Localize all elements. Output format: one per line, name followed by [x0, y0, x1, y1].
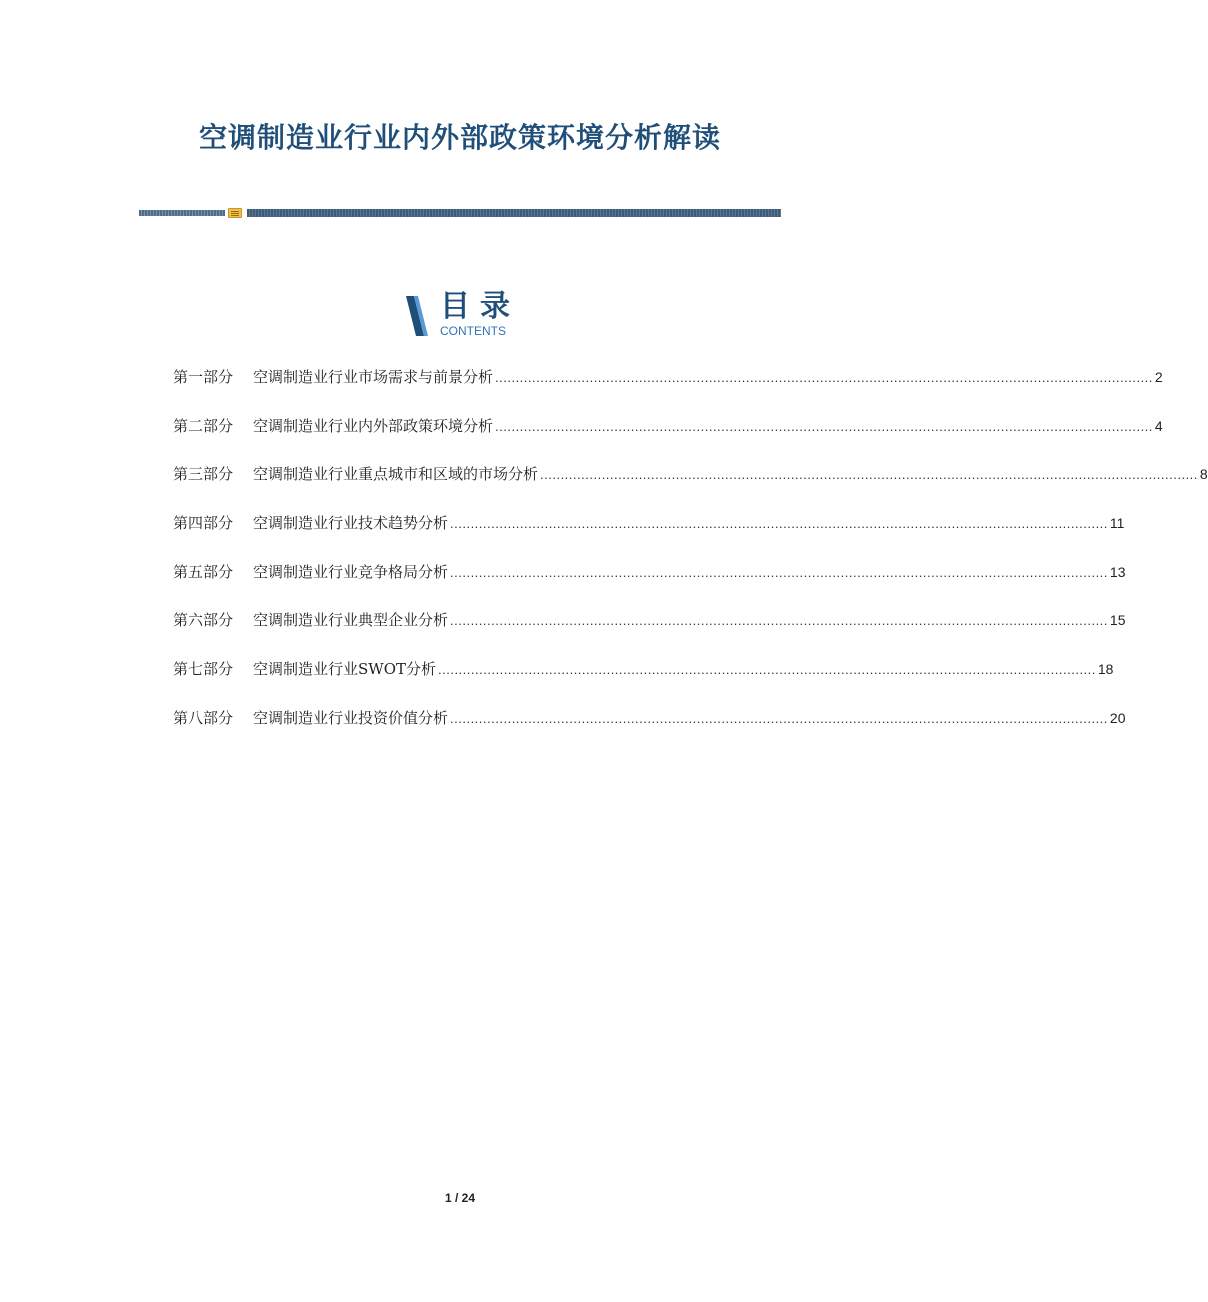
toc-entry-page: 4 — [1154, 417, 1163, 434]
toc-entry-page: 18 — [1097, 661, 1114, 678]
toc-entry-part: 第四部分 — [173, 514, 234, 533]
toc-list — [173, 366, 1208, 756]
toc-entry[interactable] — [173, 561, 1126, 610]
toc-entry-page: 15 — [1109, 612, 1126, 629]
envelope-icon — [228, 208, 242, 218]
toc-entry-title: 空调制造业行业SWOT分析 — [253, 660, 436, 679]
toc-subtitle: CONTENTS — [440, 324, 506, 338]
document-title: 空调制造业行业内外部政策环境分析解读 — [198, 121, 721, 154]
toc-ribbon-icon — [404, 296, 430, 336]
toc-entry-page: 20 — [1109, 709, 1126, 726]
toc-entry-part: 第八部分 — [173, 708, 234, 727]
toc-leader-dots: ................................................................................................................................................................ — [450, 516, 1108, 532]
toc-entry[interactable] — [173, 609, 1126, 658]
toc-heading — [404, 290, 524, 340]
toc-entry[interactable] — [173, 707, 1126, 756]
toc-entry-part: 第三部分 — [173, 465, 234, 484]
toc-entry-title: 空调制造业行业内外部政策环境分析 — [253, 416, 494, 435]
toc-entry-part: 第一部分 — [173, 368, 234, 386]
title-divider — [139, 208, 781, 218]
toc-entry-page: 11 — [1109, 515, 1125, 532]
toc-entry[interactable] — [173, 658, 1114, 707]
toc-entry-part: 第五部分 — [173, 562, 234, 581]
toc-entry-part: 第六部分 — [173, 611, 234, 630]
toc-entry-title: 空调制造业行业市场需求与前景分析 — [253, 368, 494, 386]
toc-entry[interactable] — [173, 512, 1125, 561]
toc-entry-page: 13 — [1109, 563, 1126, 580]
toc-leader-dots: ................................................................................................................................................................ — [450, 710, 1108, 726]
toc-entry[interactable] — [173, 463, 1208, 512]
page-number: 1 / 24 — [444, 1191, 476, 1205]
toc-entry-title: 空调制造业行业技术趋势分析 — [253, 514, 449, 533]
toc-entry[interactable] — [173, 366, 1163, 415]
toc-entry-part: 第二部分 — [173, 416, 234, 435]
toc-entry-part: 第七部分 — [173, 660, 234, 679]
toc-leader-dots: ................................................................................................................................................................ — [540, 467, 1198, 483]
divider-bar-left — [139, 210, 225, 216]
toc-leader-dots: ................................................................................................................................................................ — [450, 613, 1108, 629]
toc-entry-page: 2 — [1154, 369, 1163, 385]
toc-entry[interactable] — [173, 415, 1163, 464]
toc-entry-title: 空调制造业行业投资价值分析 — [253, 708, 449, 727]
toc-entry-title: 空调制造业行业竞争格局分析 — [253, 562, 449, 581]
divider-bar-right — [247, 209, 781, 217]
toc-entry-page: 8 — [1199, 466, 1208, 483]
toc-entry-title: 空调制造业行业典型企业分析 — [253, 611, 449, 630]
toc-leader-dots: ................................................................................................................................................................ — [438, 662, 1096, 678]
toc-leader-dots: ................................................................................................................................................................ — [495, 418, 1153, 434]
toc-leader-dots: ................................................................................................................................................................ — [495, 370, 1153, 385]
toc-title: 目录 — [440, 289, 520, 324]
toc-leader-dots: ................................................................................................................................................................ — [450, 564, 1108, 580]
toc-entry-title: 空调制造业行业重点城市和区域的市场分析 — [253, 465, 539, 484]
